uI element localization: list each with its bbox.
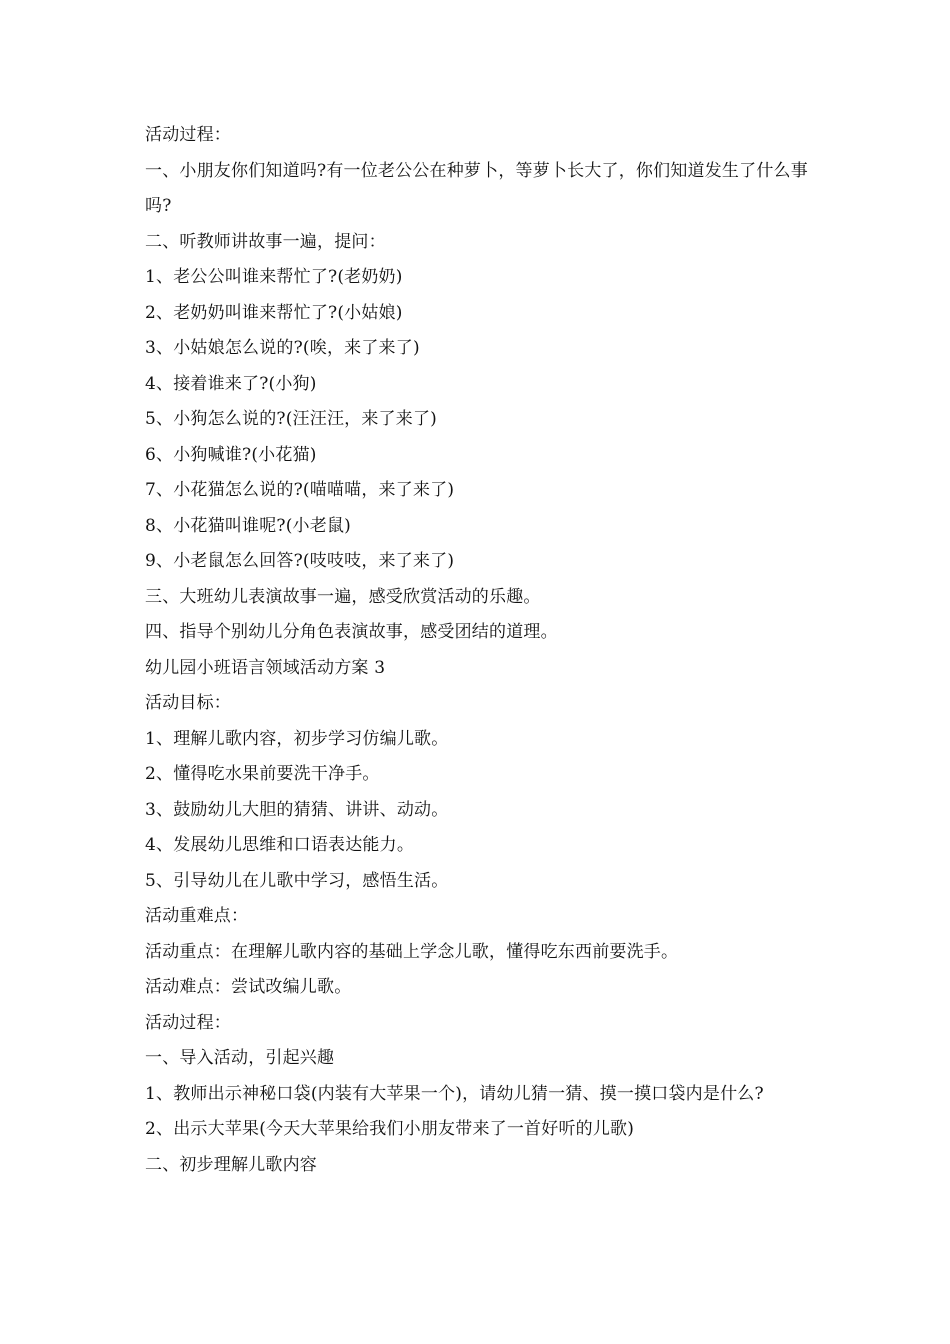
text-line: 4、发展幼儿思维和口语表达能力。 bbox=[145, 835, 415, 855]
text-line: 1、教师出示神秘口袋(内装有大苹果一个)，请幼儿猜一猜、摸一摸口袋内是什么? bbox=[145, 1083, 764, 1104]
text-line: 一、小朋友你们知道吗?有一位老公公在种萝卜，等萝卜长大了，你们知道发生了什么事吗? bbox=[145, 160, 808, 216]
text-line: 3、小姑娘怎么说的?(唉，来了来了) bbox=[145, 338, 420, 358]
text-line: 三、大班幼儿表演故事一遍，感受欣赏活动的乐趣。 bbox=[145, 586, 541, 607]
text-line: 活动难点：尝试改编儿歌。 bbox=[145, 977, 352, 997]
text-line: 1、理解儿歌内容，初步学习仿编儿歌。 bbox=[145, 728, 449, 749]
text-line: 活动过程： bbox=[145, 125, 231, 145]
text-line: 1、老公公叫谁来帮忙了?(老奶奶) bbox=[145, 267, 403, 287]
text-line: 7、小花猫怎么说的?(喵喵喵，来了来了) bbox=[145, 480, 455, 500]
text-line: 一、导入活动，引起兴趣 bbox=[145, 1048, 335, 1068]
text-line: 活动重难点： bbox=[145, 906, 249, 926]
text-line: 2、老奶奶叫谁来帮忙了?(小姑娘) bbox=[145, 302, 403, 323]
text-line: 2、懂得吃水果前要洗干净手。 bbox=[145, 764, 380, 784]
document-body bbox=[145, 118, 810, 1183]
text-line: 2、出示大苹果(今天大苹果给我们小朋友带来了一首好听的儿歌) bbox=[145, 1119, 635, 1139]
text-line: 活动重点：在理解儿歌内容的基础上学念儿歌，懂得吃东西前要洗手。 bbox=[145, 941, 679, 962]
text-line: 9、小老鼠怎么回答?(吱吱吱，来了来了) bbox=[145, 551, 455, 571]
text-line: 5、小狗怎么说的?(汪汪汪，来了来了) bbox=[145, 409, 437, 429]
text-line: 4、接着谁来了?(小狗) bbox=[145, 373, 317, 394]
text-line: 8、小花猫叫谁呢?(小老鼠) bbox=[145, 515, 351, 536]
text-line: 活动目标： bbox=[145, 693, 231, 713]
text-line: 四、指导个别幼儿分角色表演故事，感受团结的道理。 bbox=[145, 622, 558, 642]
text-line: 6、小狗喊谁?(小花猫) bbox=[145, 444, 317, 465]
text-line: 二、听教师讲故事一遍，提问： bbox=[145, 231, 386, 252]
section-title: 幼儿园小班语言领域活动方案 3 bbox=[145, 657, 386, 678]
text-line: 二、初步理解儿歌内容 bbox=[145, 1154, 317, 1175]
text-line: 3、鼓励幼儿大胆的猜猜、讲讲、动动。 bbox=[145, 799, 449, 820]
text-line: 活动过程： bbox=[145, 1012, 231, 1033]
text-line: 5、引导幼儿在儿歌中学习，感悟生活。 bbox=[145, 870, 449, 891]
